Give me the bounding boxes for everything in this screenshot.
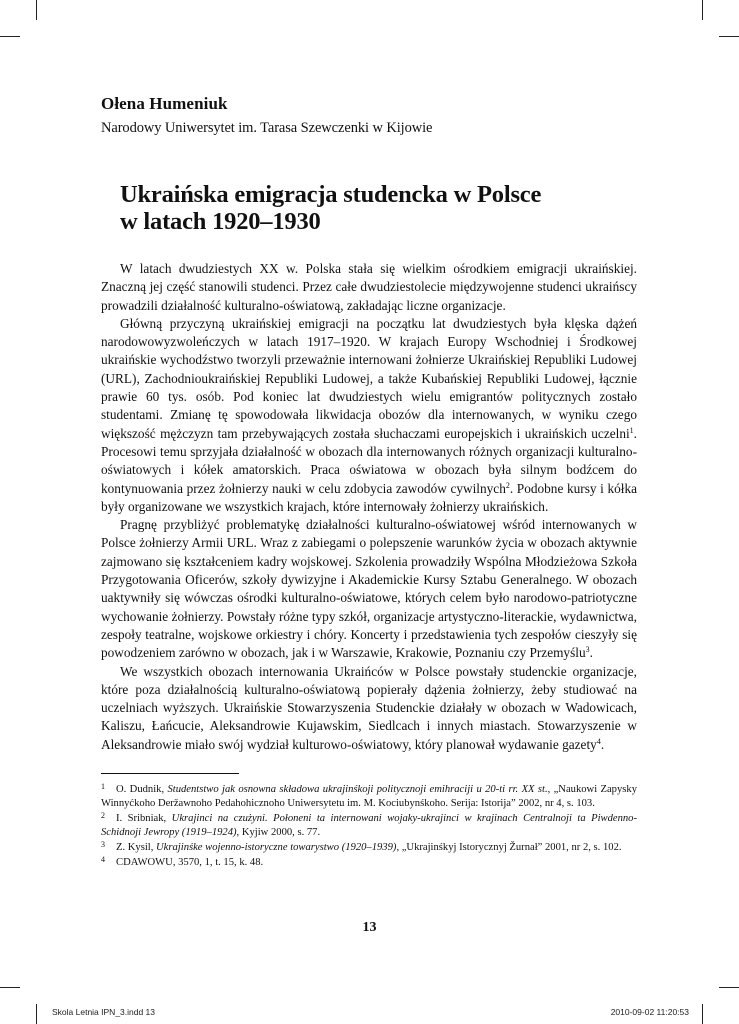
crop-mark <box>0 987 20 988</box>
footnote-title: Ukrajinci na czużyni. Połoneni ta internowani wojaky-ukrajinci w krajinach Centralnoji ta Piwdenno-Schidnoji Jewropy (1919–1924) <box>101 813 637 839</box>
footnote-ref[interactable]: 4 <box>596 736 601 746</box>
paragraph-text: Główną przyczyną ukraińskiej emigracji na początku lat dwudziestych była klęska dążeń narodowowyzwoleńczych w latach 1917–1920. W krajach Europy Wschodniej i Środkowej ukraińskie wychodźstwo tworzyli przeważnie internowani żołnierze Ukraińskiej Republiki Ludowej (URL), Zachodnioukraińskiej Republiki Ludowej, a także Kubańskiej Republiki Ludowej, łącznie prawie 60 tys. osób. Pod koniec lat dwudziestych wielu emigrantów politycznych zostało studentami. Zmianę tę spowodowała likwidacja obozów dla internowanych, w wyniku czego większość mężczyzn tam przebywających została słuchaczami europejskich i ukraińskich uczelni <box>101 315 637 441</box>
author-name: Ołena Humeniuk <box>101 94 228 113</box>
footnote-ref[interactable]: 1 <box>629 425 634 435</box>
paragraph-text: Pragnę przybliżyć problematykę działalności kulturalno-oświatowej wśród internowanych w Polsce żołnierzy Armii URL. Wraz z zabiegami o polepszenie warunków życia w obozach aktywnie zajmowano się kształceniem kadry wojskowej. Szkolenia prowadziły Wspólna Młodzieżowa Szkoła Przygotowania Oficerów, szkoły dywizyjne i Akademickie Kursy Sztabu Generalnego. W obozach uaktywniły się wówczas ośrodki kulturalno-oświatowe, których celem było narodowo-patriotyczne wychowanie żołnierzy. Powstały różne typy szkół, organizacje artystyczno-literackie, wydawnictwa, zespoły teatralne, wojskowe orkiestry i chóry. Koncerty i przedstawienia tych zespołów cieszyły się powodzeniem zarówno w obozach, jak i w Warszawie, Krakowie, Poznaniu czy Przemyślu <box>101 517 637 661</box>
footnote-text: Z. Kysil, <box>116 842 157 854</box>
footnote: 3 Z. Kysil, Ukrajinśke wojenno-istoryczne towarystwo (1920–1939), „Ukrajinśkyj Istorycznyj Žurnał” 2001, nr 2, s. 102. <box>101 840 622 854</box>
footnote-text: , „Naukowi Zapysky Winnyćkoho Deržawnoho Pedahohicznoho Uniwersytetu im. M. Kociubynśkoho. Serija: Istorija” 2002, nr 4, s. 103. <box>101 784 637 810</box>
article-title <box>120 181 541 235</box>
footnote-text: CDAWOWU, 3570, 1, t. 15, k. 48. <box>116 857 264 869</box>
footnote-title: Ukrajinśke wojenno-istoryczne towarystwo (1920–1939) <box>156 842 397 854</box>
title-line: Ukraińska emigracja studencka w Polsce <box>120 181 542 208</box>
crop-mark <box>702 1004 703 1024</box>
slug-filename: Skola Letnia IPN_3.indd 13 <box>52 1007 156 1017</box>
body-paragraph <box>101 260 637 315</box>
body-paragraph <box>101 663 637 754</box>
footnote-text: O. Dudnik, <box>116 784 168 795</box>
body-paragraph <box>101 516 637 662</box>
body-paragraph <box>101 315 637 516</box>
paragraph-text: . Podobne kursy i kółka były organizowane we wszystkich krajach, które internowały żołnierzy ukraińskich. <box>101 480 638 514</box>
footnote: 1 O. Dudnik, Studentstwo jak osnowna składowa ukrajinśkoji politycznoji emihraciji u 20-ti rr. XX st., „Naukowi Zapysky Winnyćkoho Deržawnoho Pedahohicznoho Uniwersytetu im. M. Kociubynśkoho. Serija: Istorija” 2002, nr 4, s. 103. <box>101 782 637 810</box>
footnotes <box>101 783 637 872</box>
crop-mark <box>719 987 739 988</box>
paragraph-text: W latach dwudziestych XX w. Polska stała się wielkim ośrodkiem emigracji ukraińskiej. Znaczną jej część stanowili studenci. Przez całe dwudziestolecie międzywojenne studenci ukraińscy prowadzili działalność kulturalno-oświatową, zakładając liczne organizacje. <box>101 261 637 313</box>
crop-mark <box>36 1004 37 1024</box>
footnote-text: , Kyjiw 2000, s. 77. <box>236 827 321 839</box>
footnote-title: Studentstwo jak osnowna składowa ukrajinśkoji politycznoji emihraciji u 20-ti rr. XX st. <box>167 784 548 795</box>
footnote: 4 CDAWOWU, 3570, 1, t. 15, k. 48. <box>101 855 264 869</box>
crop-mark <box>702 0 703 20</box>
paragraph-text: We wszystkich obozach internowania Ukraińców w Polsce powstały studenckie organizacje, które poza działalnością kulturalno-oświatową popierały dążenia żołnierzy, żeby studiować na uczelniach wyższych. Ukraińskie Stowarzyszenia Studenckie działały w obozach w Wadowicach, Kaliszu, Łańcucie, Aleksandrowie Kujawskim, Siedlcach i innych miastach. Stowarzyszenie w Aleksandrowie miało swój wydział kulturowo-oświatowy, który planował wydawanie gazety <box>101 663 637 752</box>
paragraph-text: . <box>600 736 605 752</box>
crop-mark <box>36 0 37 20</box>
crop-mark <box>719 36 739 37</box>
footnote-ref[interactable]: 2 <box>505 480 510 490</box>
slug-timestamp: 2010-09-02 11:20:53 <box>610 1007 689 1017</box>
paragraph-text: . <box>589 645 593 661</box>
footnote-ref[interactable]: 3 <box>585 645 590 655</box>
footnote-separator <box>101 773 239 774</box>
page-number: 13 <box>362 920 377 935</box>
footnote-text: I. Sribniak, <box>116 813 172 825</box>
paragraph-text: . Procesowi temu sprzyjała działalność w obozach dla internowanych różnych organizacji kulturalno-oświatowych i kółek amatorskich. Praca oświatowa w obozach była silnym bodźcem do kontynuowania przez żołnierzy nauki w celu zdobycia zawodów cywilnych <box>101 425 637 496</box>
footnote-text: , „Ukrajinśkyj Istorycznyj Žurnał” 2001, nr 2, s. 102. <box>396 842 622 854</box>
crop-mark <box>0 36 20 37</box>
author-affiliation: Narodowy Uniwersytet im. Tarasa Szewczenki w Kijowie <box>101 120 433 136</box>
article-body <box>101 260 637 754</box>
footnote: 2 I. Sribniak, Ukrajinci na czużyni. Połoneni ta internowani wojaky-ukrajinci w krajinach Centralnoji ta Piwdenno-Schidnoji Jewropy (1919–1924), Kyjiw 2000, s. 77. <box>101 811 637 839</box>
title-line: w latach 1920–1930 <box>120 208 321 235</box>
